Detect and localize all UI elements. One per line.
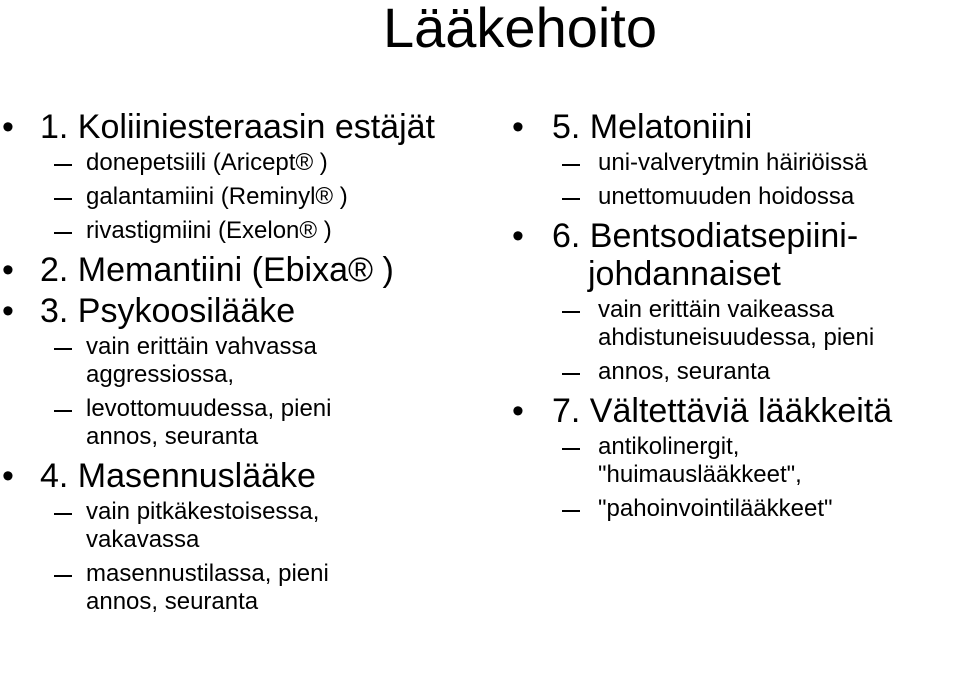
sub-item-line: vain erittäin vaikeassa [598, 296, 835, 323]
heading-line: 6. Bentsodiatsepiini- [552, 217, 859, 255]
bullet-memantiini: • 2. Memantiini (Ebixa® ) [0, 251, 500, 289]
sub-item-line: levottomuudessa, pieni [86, 395, 332, 422]
right-column [504, 108, 960, 529]
sub-item-unettomuus: unettomuuden hoidossa [504, 183, 960, 211]
sub-item-line: annos, seuranta [86, 423, 259, 450]
bullet-masennuslaake: • 4. Masennuslääke [0, 457, 500, 495]
sub-item-line: vakavassa [86, 526, 200, 553]
sub-item-line: antikolinergit, [598, 433, 740, 460]
sub-item-donepetsiili: donepetsiili (Aricept® ) [0, 149, 500, 177]
sub-item-unihairiot: uni-valverytmin häiriöissä [504, 149, 960, 177]
bullet-bentsodiatsepiinit [504, 217, 960, 293]
sub-item-galantamiini: galantamiini (Reminyl® ) [0, 183, 500, 211]
sub-item-psykoosi-2 [0, 395, 500, 451]
sub-item-line: annos, seuranta [86, 588, 259, 615]
bullet-valtettavat: • 7. Vältettäviä lääkkeitä [504, 392, 960, 430]
sub-item-masennus-1 [0, 498, 500, 554]
sub-item-line: vain erittäin vahvassa [86, 333, 317, 360]
sub-item-line: masennustilassa, pieni [86, 560, 329, 587]
bullet-melatoniini: • 5. Melatoniini [504, 108, 960, 146]
slide-title: Lääkehoito [382, 0, 657, 59]
sub-item-antikolinergit [504, 433, 960, 489]
left-column [0, 108, 500, 622]
sub-item-line: aggressiossa, [86, 361, 235, 388]
sub-item-pahoinvointi: "pahoinvointilääkkeet" [504, 495, 960, 523]
sub-item-psykoosi-1 [0, 333, 500, 389]
sub-item-seuranta: annos, seuranta [504, 358, 960, 386]
sub-item-line: "huimauslääkkeet", [598, 461, 802, 488]
heading-line: johdannaiset [588, 255, 781, 293]
sub-item-line: ahdistuneisuudessa, pieni [598, 324, 875, 351]
sub-item-masennus-2 [0, 560, 500, 616]
sub-item-rivastigmiini: rivastigmiini (Exelon® ) [0, 217, 500, 245]
sub-item-ahdistus [504, 296, 960, 352]
sub-item-line: vain pitkäkestoisessa, [86, 498, 320, 525]
bullet-psykoosilaake: • 3. Psykoosilääke [0, 292, 500, 330]
bullet-koliiniesteraasi: • 1. Koliiniesteraasin estäjät [0, 108, 500, 146]
